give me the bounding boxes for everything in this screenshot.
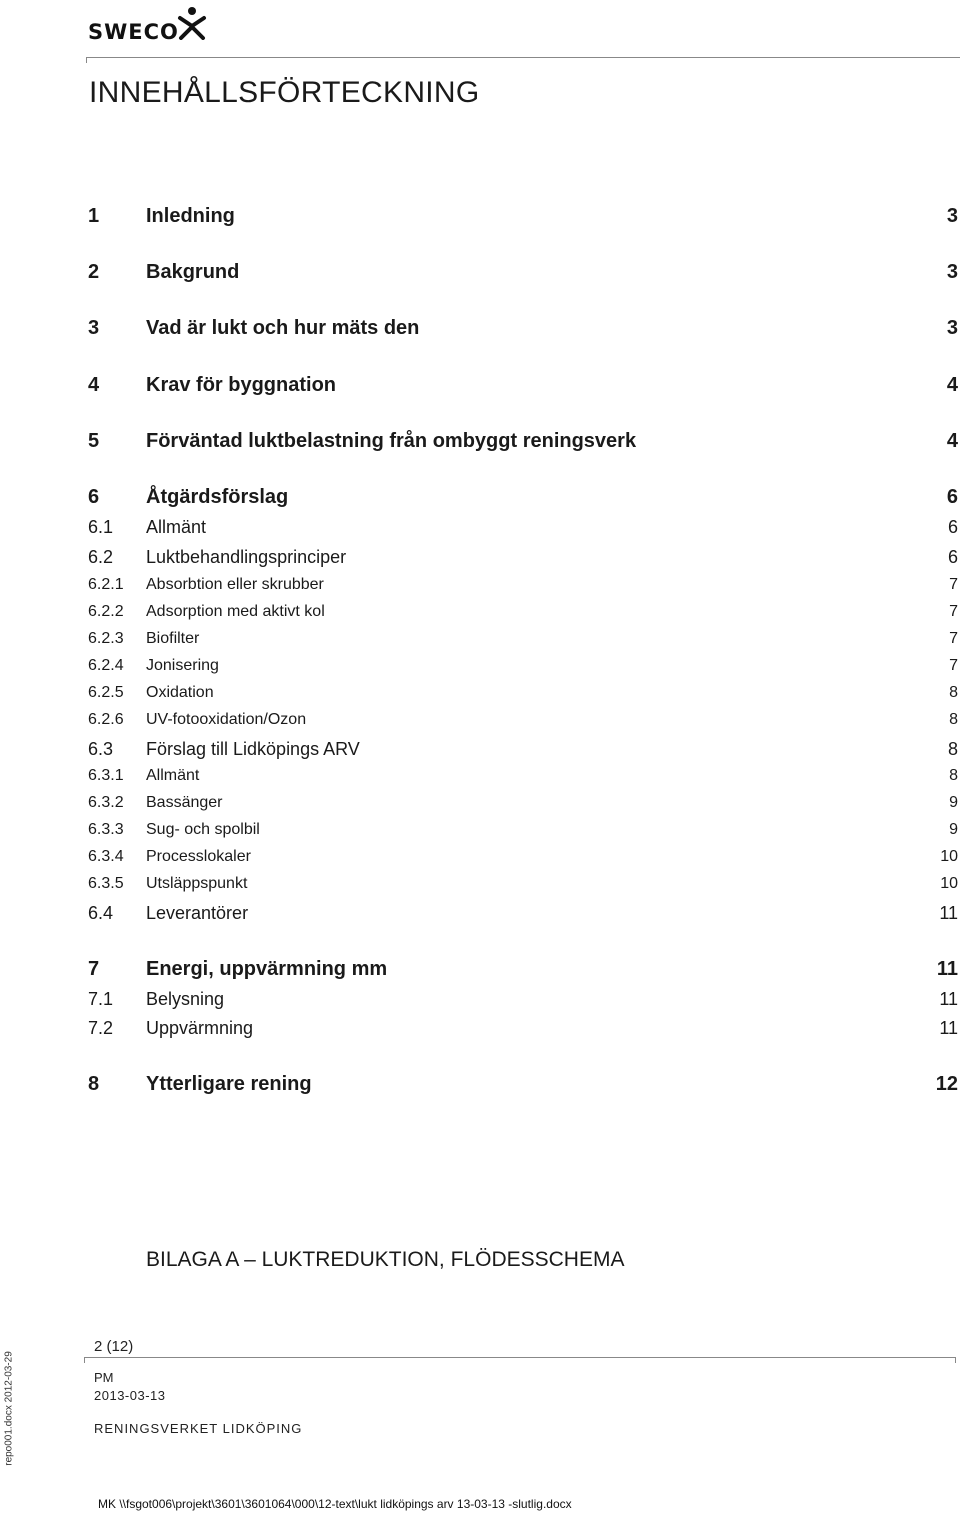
toc-title: Biofilter <box>146 630 200 647</box>
toc-page-number: 6 <box>947 547 958 567</box>
toc-page-number: 8 <box>947 739 958 759</box>
toc-page-number: 7 <box>949 630 958 647</box>
toc-entry[interactable] <box>88 205 958 231</box>
toc-number: 6.4 <box>88 903 114 923</box>
toc-title: Sug- och spolbil <box>146 821 260 838</box>
toc-entry[interactable] <box>88 821 958 847</box>
toc-page-number: 8 <box>949 711 958 728</box>
toc-entry[interactable] <box>88 486 958 512</box>
toc-page-number: 10 <box>940 875 958 892</box>
toc-title: Adsorption med aktivt kol <box>146 603 325 620</box>
page-title: INNEHÅLLSFÖRTECKNING <box>89 76 480 109</box>
toc-page-number: 6 <box>947 517 958 537</box>
logo-wordmark: SWECO <box>88 20 179 44</box>
toc-entry[interactable] <box>88 374 958 400</box>
toc-number: 6.2.5 <box>88 684 124 701</box>
toc-page-number: 11 <box>939 989 958 1009</box>
toc-title: Förväntad luktbelastning från ombyggt reningsverk <box>146 430 637 452</box>
toc-number: 6.3.5 <box>88 875 124 892</box>
toc-page-number: 9 <box>949 794 958 811</box>
footer-rule-tick <box>84 1357 85 1363</box>
toc-number: 6.3.4 <box>88 848 124 865</box>
footer-rule-tick <box>955 1357 956 1363</box>
toc-entry[interactable] <box>88 989 958 1015</box>
toc-entry[interactable] <box>88 261 958 287</box>
toc-entry[interactable] <box>88 739 958 765</box>
toc-page-number: 9 <box>949 821 958 838</box>
toc-title: Inledning <box>146 205 235 227</box>
toc-title: Bakgrund <box>146 261 240 283</box>
toc-title: Bassänger <box>146 794 223 811</box>
toc-entry[interactable] <box>88 317 958 343</box>
toc-entry[interactable] <box>88 903 958 929</box>
toc-entry[interactable] <box>88 1018 958 1044</box>
toc-entry[interactable] <box>88 430 958 456</box>
toc-entry[interactable] <box>88 1073 958 1099</box>
toc-number: 7 <box>88 958 100 980</box>
toc-page-number: 6 <box>946 486 958 508</box>
toc-title: Energi, uppvärmning mm <box>146 958 388 980</box>
toc-title: Uppvärmning <box>146 1018 254 1038</box>
toc-number: 6.3.1 <box>88 767 124 784</box>
toc-title: Åtgärdsförslag <box>146 486 289 508</box>
toc-page-number: 4 <box>946 374 958 396</box>
toc-title: Leverantörer <box>146 903 249 923</box>
toc-title: UV-fotooxidation/Ozon <box>146 711 307 728</box>
toc-title: Belysning <box>146 989 225 1009</box>
toc-page-number: 3 <box>946 205 958 227</box>
toc-entry[interactable] <box>88 517 958 543</box>
toc-page-number: 11 <box>936 958 958 980</box>
toc-entry[interactable] <box>88 794 958 820</box>
toc-entry[interactable] <box>88 848 958 874</box>
document-date: 2013-03-13 <box>94 1388 166 1403</box>
toc-number: 6.2 <box>88 547 114 567</box>
toc-title: Utsläppspunkt <box>146 875 248 892</box>
appendix-reference: BILAGA A – LUKTREDUKTION, FLÖDESSCHEMA <box>146 1248 625 1271</box>
toc-entry[interactable] <box>88 657 958 683</box>
toc-number: 6.1 <box>88 517 114 537</box>
toc-number: 6.2.3 <box>88 630 124 647</box>
toc-entry[interactable] <box>88 684 958 710</box>
toc-page-number: 7 <box>949 576 958 593</box>
footer-rule <box>84 1357 956 1358</box>
toc-title: Oxidation <box>146 684 214 701</box>
toc-number: 6.2.1 <box>88 576 124 593</box>
toc-number: 6.3.2 <box>88 794 124 811</box>
toc-title: Absorbtion eller skrubber <box>146 576 324 593</box>
toc-entry[interactable] <box>88 711 958 737</box>
toc-number: 6.3 <box>88 739 114 759</box>
toc-page-number: 7 <box>949 603 958 620</box>
toc-number: 4 <box>88 374 100 396</box>
toc-number: 7.2 <box>88 1018 114 1038</box>
toc-page-number: 7 <box>949 657 958 674</box>
document-type: PM <box>94 1370 114 1385</box>
toc-number: 2 <box>88 261 100 283</box>
toc-title: Krav för byggnation <box>146 374 337 396</box>
toc-entry[interactable] <box>88 958 958 984</box>
toc-page-number: 8 <box>949 684 958 701</box>
toc-title: Vad är lukt och hur mäts den <box>146 317 420 339</box>
toc-title: Förslag till Lidköpings ARV <box>146 739 360 759</box>
toc-title: Ytterligare rening <box>146 1073 312 1095</box>
header-rule-tick <box>86 57 87 63</box>
sweco-logo <box>88 6 218 42</box>
toc-number: 7.1 <box>88 989 114 1009</box>
file-path: MK \\fsgot006\projekt\3601\3601064\000\12-text\lukt lidköpings arv 13-03-13 -slutlig.docx <box>98 1497 572 1511</box>
toc-page-number: 11 <box>939 1018 958 1038</box>
toc-number: 5 <box>88 430 100 452</box>
toc-entry[interactable] <box>88 767 958 793</box>
toc-number: 1 <box>88 205 100 227</box>
template-label: repo001.docx 2012-03-29 <box>3 1351 15 1466</box>
toc-title: Allmänt <box>146 767 200 784</box>
toc-page-number: 8 <box>949 767 958 784</box>
header-rule <box>86 57 960 58</box>
toc-title: Allmänt <box>146 517 207 537</box>
toc-number: 6.3.3 <box>88 821 124 838</box>
toc-page-number: 4 <box>946 430 958 452</box>
toc-number: 6 <box>88 486 100 508</box>
toc-entry[interactable] <box>88 576 958 602</box>
toc-page-number: 11 <box>939 903 958 923</box>
project-name: RENINGSVERKET LIDKÖPING <box>94 1421 303 1436</box>
page-count: 2 (12) <box>94 1338 134 1355</box>
toc-number: 6.2.2 <box>88 603 124 620</box>
toc-number: 6.2.4 <box>88 657 124 674</box>
toc-title: Processlokaler <box>146 848 251 865</box>
toc-page-number: 3 <box>946 317 958 339</box>
toc-entry[interactable] <box>88 630 958 656</box>
toc-page-number: 10 <box>940 848 958 865</box>
toc-title: Jonisering <box>146 657 219 674</box>
sweco-figure-icon <box>176 6 208 40</box>
toc-page-number: 3 <box>946 261 958 283</box>
toc-entry[interactable] <box>88 603 958 629</box>
toc-entry[interactable] <box>88 875 958 901</box>
toc-number: 6.2.6 <box>88 711 124 728</box>
toc-number: 3 <box>88 317 100 339</box>
toc-title: Luktbehandlingsprinciper <box>146 547 347 567</box>
toc-entry[interactable] <box>88 547 958 573</box>
toc-page-number: 12 <box>935 1073 958 1095</box>
toc-number: 8 <box>88 1073 100 1095</box>
